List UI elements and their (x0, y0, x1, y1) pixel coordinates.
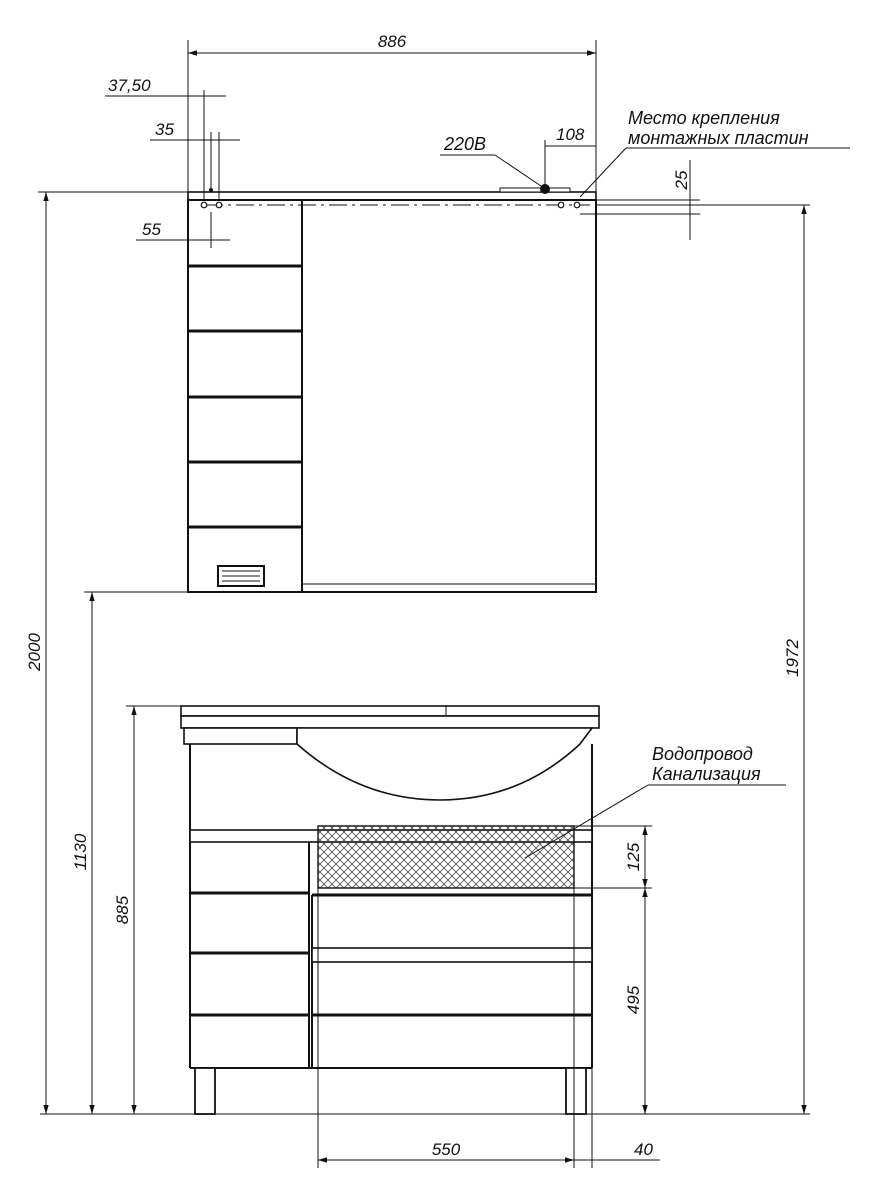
dim-offset-108: 108 (556, 125, 585, 144)
plumbing-zone (318, 826, 574, 888)
label-mount-line1: Место крепления (628, 108, 780, 128)
label-plumbing-line1: Водопровод (652, 744, 753, 764)
dim-width-40: 40 (634, 1140, 653, 1159)
dim-height-1972: 1972 (783, 639, 802, 677)
dim-height-125: 125 (624, 842, 643, 872)
dim-height-495: 495 (624, 985, 643, 1015)
dimension-lines (38, 40, 850, 1168)
dim-height-1130: 1130 (71, 833, 90, 871)
label-mount-line2: монтажных пластин (628, 128, 809, 148)
dim-width-550: 550 (431, 1140, 461, 1159)
mirror-cabinet (188, 184, 596, 592)
dim-offset-55: 55 (142, 220, 161, 239)
dim-height-885: 885 (113, 895, 132, 925)
dim-height-total: 2000 (25, 633, 44, 671)
dim-overall-width: 886 (377, 32, 407, 51)
dim-offset-37-5: 37,50 (108, 76, 151, 95)
label-power: 220В (444, 134, 487, 154)
dim-offset-25: 25 (672, 170, 691, 190)
dim-offset-35: 35 (155, 120, 174, 139)
label-plumbing-line2: Канализация (652, 764, 761, 784)
